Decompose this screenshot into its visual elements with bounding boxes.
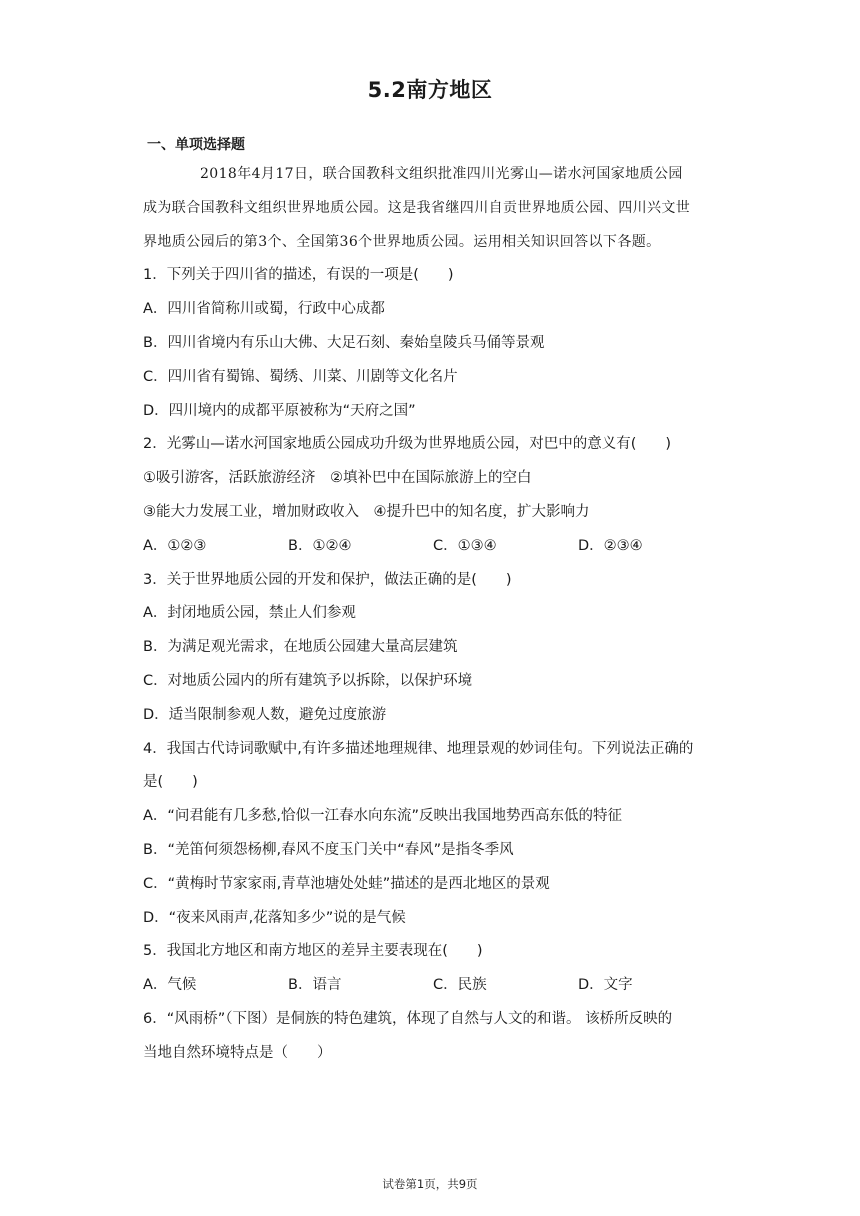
- question-5-options: [143, 969, 723, 1003]
- question-3-option-b: B．为满足观光需求，在地质公园建大量高层建筑: [143, 639, 458, 656]
- question-4-option-b: B．“羌笛何须怨杨柳,春风不度玉门关中“春风”是指冬季风: [143, 841, 514, 858]
- intro-line: 成为联合国教科文组织世界地质公园。这是我省继四川自贡世界地质公园、四川兴文世: [143, 199, 691, 216]
- page-title: 5.2南方地区: [367, 78, 493, 102]
- section-heading: 一、单项选择题: [147, 137, 245, 153]
- question-1-option-b: B．四川省境内有乐山大佛、大足石刻、秦始皇陵兵马俑等景观: [143, 334, 545, 351]
- question-5-option-c: C．民族: [433, 977, 487, 994]
- question-6-stem: 6．“风雨桥”（下图）是侗族的特色建筑，体现了自然与人文的和谐。 该桥所反映的: [143, 1010, 673, 1027]
- question-3-option-c: C．对地质公园内的所有建筑予以拆除，以保护环境: [143, 672, 473, 689]
- question-2-options: [143, 530, 723, 564]
- question-2-stem: 2．光雾山—诺水河国家地质公园成功升级为世界地质公园，对巴中的意义有( ): [143, 436, 672, 453]
- question-1-option-c: C．四川省有蜀锦、蜀绣、川菜、川剧等文化名片: [143, 368, 458, 385]
- question-3-option-d: D．适当限制参观人数，避免过度旅游: [143, 706, 387, 723]
- question-6-stem-cont: 当地自然环境特点是（ ）: [143, 1044, 332, 1061]
- question-4-option-d: D．“夜来风雨声,花落知多少”说的是气候: [143, 909, 406, 926]
- question-2-option-d: D．②③④: [578, 537, 643, 554]
- intro-line: 界地质公园后的第3个、全国第36个世界地质公园。运用相关知识回答以下各题。: [143, 233, 661, 250]
- question-3-stem: 3．关于世界地质公园的开发和保护，做法正确的是( ): [143, 571, 512, 588]
- question-1-stem: 1．下列关于四川省的描述，有误的一项是( ): [143, 267, 454, 284]
- question-2-option-b: B．①②④: [288, 537, 352, 554]
- question-5-option-a: A．气候: [143, 977, 197, 994]
- question-2-item: ①吸引游客，活跃旅游经济 ②填补巴中在国际旅游上的空白: [143, 470, 532, 487]
- page-footer: 试卷第1页，共9页: [382, 1177, 478, 1191]
- question-2-item: ③能大力发展工业，增加财政收入 ④提升巴中的知名度，扩大影响力: [143, 503, 590, 520]
- question-5-stem: 5．我国北方地区和南方地区的差异主要表现在( ): [143, 943, 483, 960]
- intro-line: 2018年4月17日，联合国教科文组织批准四川光雾山—诺水河国家地质公园: [200, 166, 683, 182]
- question-1-option-d: D．四川境内的成都平原被称为“天府之国”: [143, 402, 416, 419]
- question-4-stem-cont: 是( ): [143, 774, 198, 791]
- question-1-option-a: A．四川省简称川或蜀，行政中心成都: [143, 301, 385, 318]
- question-5-option-d: D．文字: [578, 977, 633, 994]
- question-2-option-c: C．①③④: [433, 537, 497, 554]
- question-3-option-a: A．封闭地质公园，禁止人们参观: [143, 605, 356, 622]
- question-4-option-c: C．“黄梅时节家家雨,青草池塘处处蛙”描述的是西北地区的景观: [143, 875, 550, 892]
- exam-body: [143, 158, 723, 1071]
- question-4-stem: 4．我国古代诗词歌赋中,有许多描述地理规律、地理景观的妙词佳句。下列说法正确的: [143, 740, 694, 757]
- question-2-option-a: A．①②③: [143, 537, 207, 554]
- question-5-option-b: B．语言: [288, 977, 342, 994]
- question-4-option-a: A．“问君能有几多愁,恰似一江春水向东流”反映出我国地势西高东低的特征: [143, 808, 623, 825]
